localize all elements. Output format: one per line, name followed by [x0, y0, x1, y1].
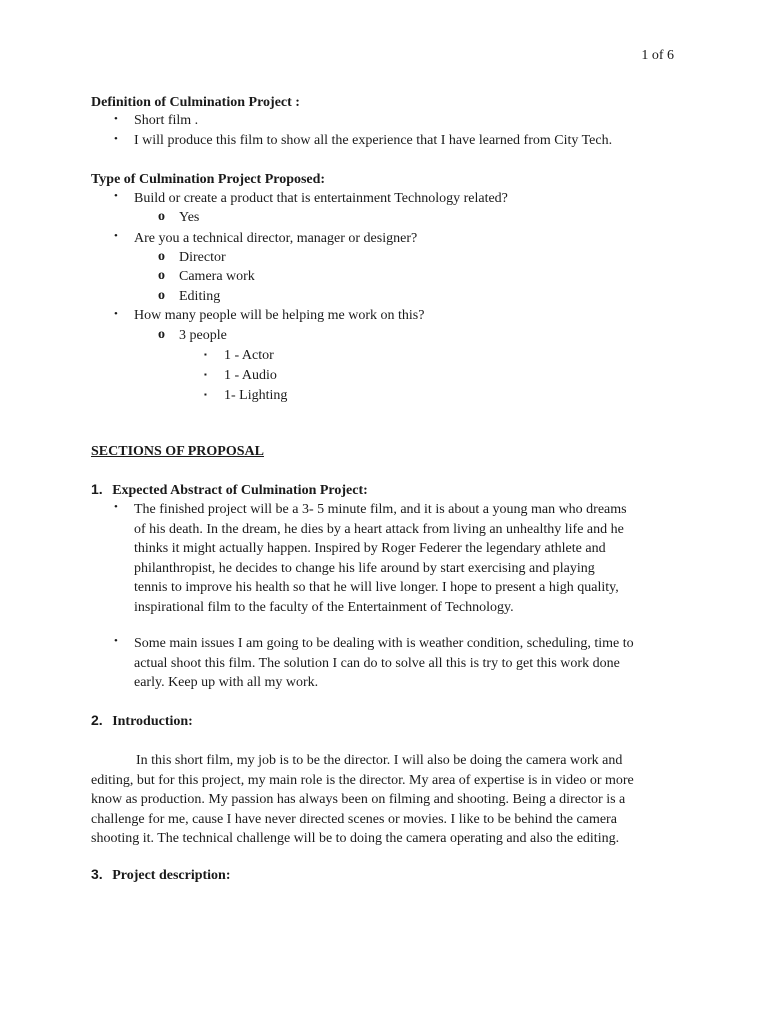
abstract-line: tennis to improve his health so that he will live longer. I hope to present a high quality,	[134, 580, 619, 595]
type-answer: Director	[179, 250, 226, 265]
square-bullet-icon: ▪	[204, 370, 207, 379]
type-question: Are you a technical director, manager or designer?	[134, 231, 418, 246]
bullet-icon: •	[114, 501, 118, 513]
issues-line: early. Keep up with all my work.	[134, 675, 319, 690]
section-number: 2.	[91, 712, 103, 728]
type-answer: Editing	[179, 289, 221, 304]
bullet-icon: •	[114, 133, 118, 145]
definition-heading: Definition of Culmination Project :	[91, 95, 300, 110]
type-answer: Yes	[179, 210, 200, 225]
section-1-heading	[91, 480, 368, 500]
issues-line: actual shoot this film. The solution I can do to solve all this is try to get this work done	[134, 655, 620, 671]
circle-bullet-icon: o	[158, 209, 165, 224]
square-bullet-icon: ▪	[204, 350, 207, 359]
intro-line: know as production. My passion has always been on filming and shooting. Being a director is a	[91, 792, 626, 807]
section-title: Introduction:	[112, 714, 193, 729]
bullet-icon: •	[114, 230, 118, 242]
bullet-icon: •	[114, 190, 118, 202]
section-number: 3.	[91, 866, 103, 882]
definition-item: I will produce this film to show all the experience that I have learned from City Tech.	[134, 133, 613, 148]
circle-bullet-icon: o	[158, 288, 165, 303]
abstract-line: of his death. In the dream, he dies by a heart attack from living an unhealthy life and he	[134, 521, 624, 537]
circle-bullet-icon: o	[158, 268, 165, 283]
type-question: Build or create a product that is entertainment Technology related?	[134, 191, 508, 206]
page-number: 1 of 6	[641, 48, 674, 63]
abstract-line: philanthropist, he decides to change his life around by start exercising and playing	[134, 560, 595, 576]
definition-item: Short film .	[134, 113, 199, 128]
abstract-line: The finished project will be a 3- 5 minute film, and it is about a young man who dreams	[134, 502, 627, 517]
type-answer: 3 people	[179, 328, 227, 343]
bullet-icon: •	[114, 113, 118, 125]
bullet-icon: •	[114, 635, 118, 647]
issues-line: Some main issues I am going to be dealing with is weather condition, scheduling, time to	[134, 636, 634, 651]
intro-line: editing, but for this project, my main role is the director. My area of expertise is in video or more	[91, 772, 634, 788]
section-number: 1.	[91, 481, 103, 497]
square-bullet-icon: ▪	[204, 390, 207, 399]
intro-line: challenge for me, cause I have never directed scenes or movies. I like to be behind the camera	[91, 811, 617, 827]
section-3-heading	[91, 865, 231, 885]
circle-bullet-icon: o	[158, 249, 165, 264]
type-detail: 1- Lighting	[224, 388, 288, 403]
section-title: Project description:	[112, 868, 231, 883]
sections-heading: SECTIONS OF PROPOSAL	[91, 444, 264, 459]
type-answer: Camera work	[179, 269, 255, 284]
abstract-line: thinks it might actually happen. Inspired by Roger Federer the legendary athlete and	[134, 541, 606, 556]
abstract-line: inspirational film to the faculty of the Entertainment of Technology.	[134, 599, 514, 615]
type-detail: 1 - Audio	[224, 368, 277, 383]
type-question: How many people will be helping me work on this?	[134, 308, 425, 323]
section-2-heading	[91, 711, 193, 731]
intro-line: In this short film, my job is to be the director. I will also be doing the camera work and	[136, 753, 623, 768]
intro-line: shooting it. The technical challenge will be to doing the camera operating and also the editing.	[91, 831, 620, 846]
type-detail: 1 - Actor	[224, 348, 274, 363]
circle-bullet-icon: o	[158, 327, 165, 342]
section-title: Expected Abstract of Culmination Project:	[112, 483, 368, 498]
bullet-icon: •	[114, 308, 118, 320]
type-heading: Type of Culmination Project Proposed:	[91, 172, 326, 187]
